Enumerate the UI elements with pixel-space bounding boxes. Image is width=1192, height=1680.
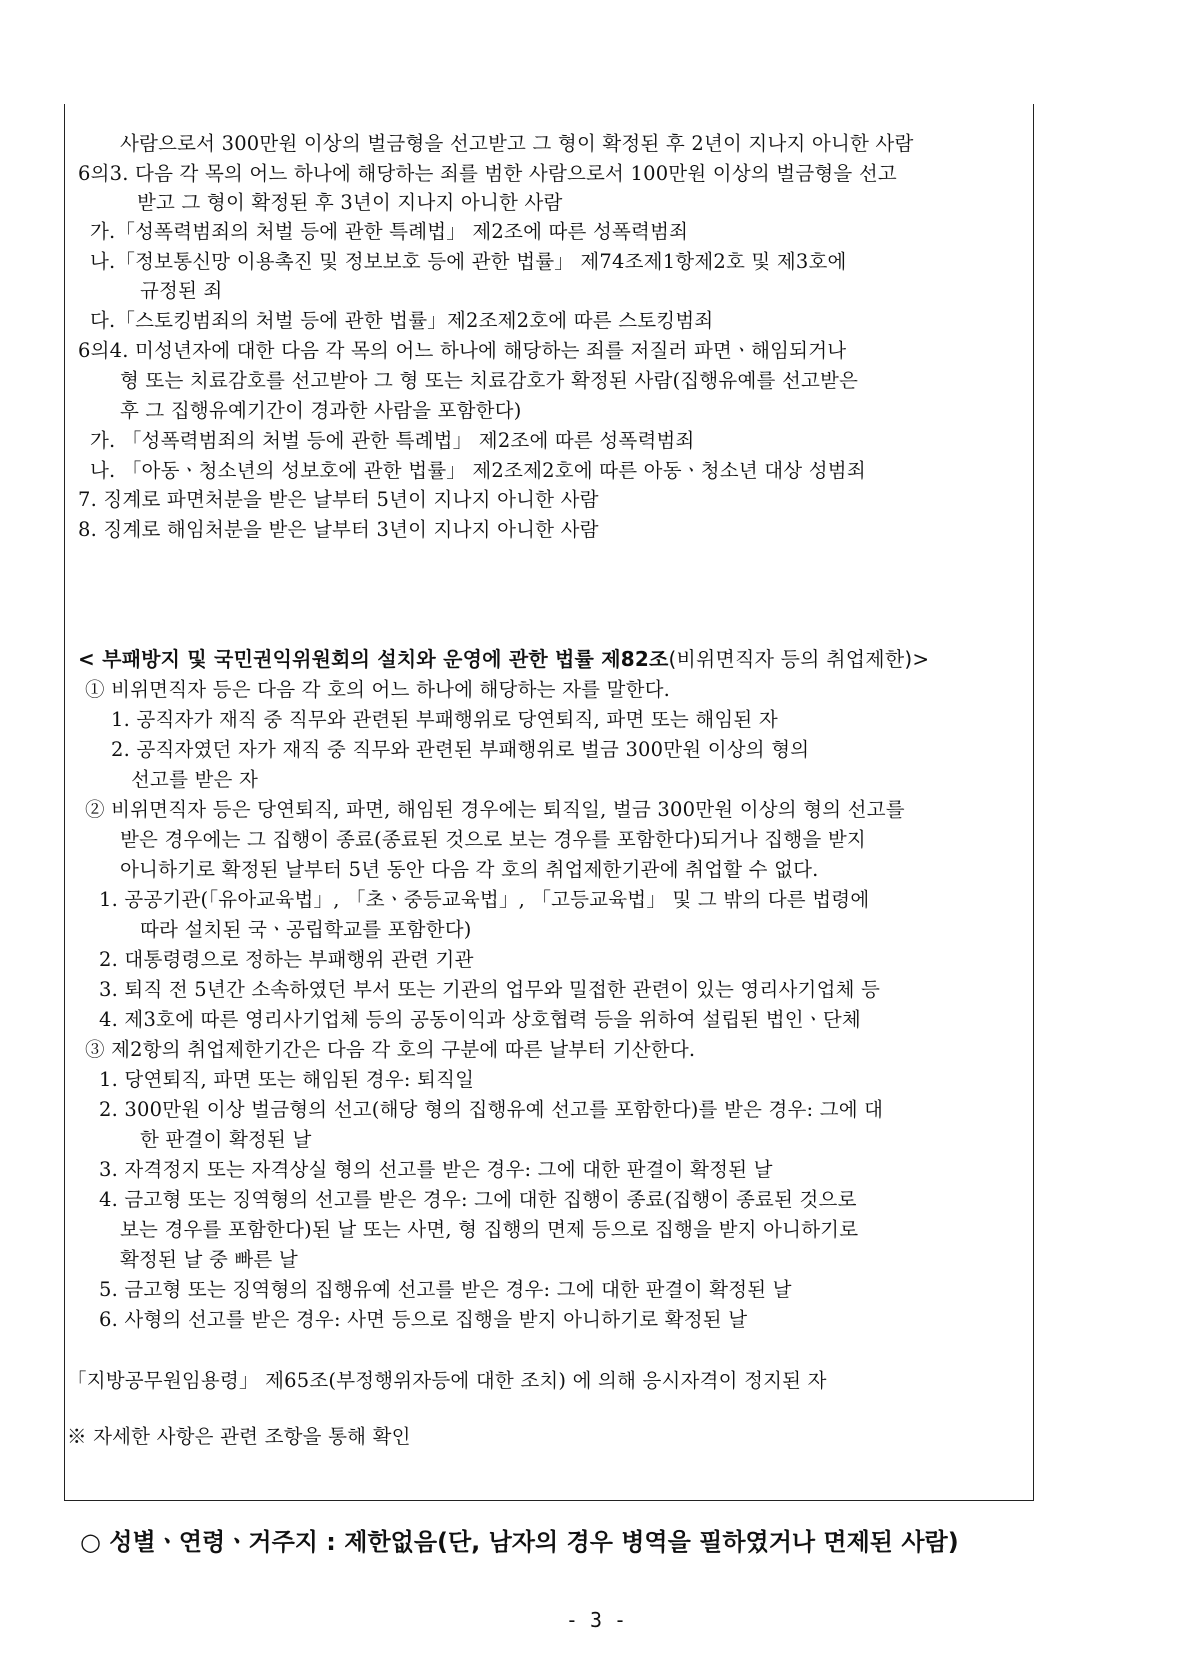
- section-line: 따라 설치된 국ㆍ공립학교를 포함한다): [140, 918, 472, 941]
- section-line: 2. 300만원 이상 벌금형의 선고(해당 형의 집행유예 선고를 포함한다)를 받은 경우: 그에 대: [99, 1098, 884, 1121]
- text-line: 6의4. 미성년자에 대한 다음 각 목의 어느 하나에 해당하는 죄를 저질러 파면ㆍ해임되거나: [78, 339, 847, 362]
- section-line: 6. 사형의 선고를 받은 경우: 사면 등으로 집행을 받지 아니하기로 확정된 날: [99, 1308, 748, 1331]
- decree-note: 「지방공무원임용령」 제65조(부정행위자등에 대한 조치) 에 의해 응시자격이 정지된 자: [67, 1369, 827, 1392]
- text-line: 가. 「성폭력범죄의 처벌 등에 관한 특례법」 제2조에 따른 성폭력범죄: [90, 429, 695, 452]
- eligibility-line: ○ 성별ㆍ연령ㆍ거주지 : 제한없음(단, 남자의 경우 병역을 필하였거나 면제된 사람): [80, 1528, 959, 1556]
- section-line: ③ 제2항의 취업제한기간은 다음 각 호의 구분에 따른 날부터 기산한다.: [85, 1038, 696, 1061]
- section-line: 4. 제3호에 따른 영리사기업체 등의 공동이익과 상호협력 등을 위하여 설립된 법인ㆍ단체: [99, 1008, 861, 1031]
- section-line: 보는 경우를 포함한다)된 날 또는 사면, 형 집행의 면제 등으로 집행을 받지 아니하기로: [120, 1218, 859, 1241]
- text-line: 후 그 집행유예기간이 경과한 사람을 포함한다): [120, 399, 522, 422]
- section-line: 아니하기로 확정된 날부터 5년 동안 다음 각 호의 취업제한기관에 취업할 수 없다.: [120, 858, 819, 881]
- text-line: 형 또는 치료감호를 선고받아 그 형 또는 치료감호가 확정된 사람(집행유예를 선고받은: [120, 369, 859, 392]
- section-line: 4. 금고형 또는 징역형의 선고를 받은 경우: 그에 대한 집행이 종료(집행이 종료된 것으로: [99, 1188, 857, 1211]
- text-line: 가.「성폭력범죄의 처벌 등에 관한 특례법」 제2조에 따른 성폭력범죄: [90, 220, 689, 243]
- section-heading-bold: < 부패방지 및 국민권익위원회의 설치와 운영에 관한 법률 제82조: [78, 647, 669, 671]
- section-line: 1. 당연퇴직, 파면 또는 해임된 경우: 퇴직일: [99, 1068, 475, 1091]
- text-line: 7. 징계로 파면처분을 받은 날부터 5년이 지나지 아니한 사람: [78, 488, 599, 511]
- page-number: - 3 -: [565, 1608, 627, 1632]
- text-line: 6의3. 다음 각 목의 어느 하나에 해당하는 죄를 범한 사람으로서 100만원 이상의 벌금형을 선고: [78, 162, 897, 185]
- section-heading: [78, 644, 929, 674]
- check-note: ※ 자세한 사항은 관련 조항을 통해 확인: [67, 1425, 411, 1448]
- text-line: 8. 징계로 해임처분을 받은 날부터 3년이 지나지 아니한 사람: [78, 518, 599, 541]
- text-line: 사람으로서 300만원 이상의 벌금형을 선고받고 그 형이 확정된 후 2년이 지나지 아니한 사람: [120, 132, 914, 155]
- section-line: 선고를 받은 자: [131, 768, 259, 791]
- section-line: 한 판결이 확정된 날: [140, 1128, 312, 1151]
- section-line: 받은 경우에는 그 집행이 종료(종료된 것으로 보는 경우를 포함한다)되거나 집행을 받지: [120, 828, 866, 851]
- content-box: [64, 104, 1034, 1501]
- section-line: 확정된 날 중 빠른 날: [120, 1248, 298, 1271]
- text-line: 규정된 죄: [140, 279, 223, 302]
- section-line: 1. 공직자가 재직 중 직무와 관련된 부패행위로 당연퇴직, 파면 또는 해임된 자: [111, 708, 778, 731]
- text-line: 나.「정보통신망 이용촉진 및 정보보호 등에 관한 법률」 제74조제1항제2호 및 제3호에: [90, 250, 847, 273]
- text-line: 나. 「아동ㆍ청소년의 성보호에 관한 법률」 제2조제2호에 따른 아동ㆍ청소년 대상 성범죄: [90, 459, 866, 482]
- section-line: 5. 금고형 또는 징역형의 집행유예 선고를 받은 경우: 그에 대한 판결이 확정된 날: [99, 1278, 792, 1301]
- section-line: 2. 대통령령으로 정하는 부패행위 관련 기관: [99, 948, 474, 971]
- text-line: 다.「스토킹범죄의 처벌 등에 관한 법률」제2조제2호에 따른 스토킹범죄: [90, 309, 714, 332]
- section-line: ① 비위면직자 등은 다음 각 호의 어느 하나에 해당하는 자를 말한다.: [85, 678, 671, 701]
- section-heading-normal: (비위면직자 등의 취업제한)>: [668, 647, 930, 671]
- section-line: 2. 공직자였던 자가 재직 중 직무와 관련된 부패행위로 벌금 300만원 이상의 형의: [111, 738, 810, 761]
- section-line: 3. 퇴직 전 5년간 소속하였던 부서 또는 기관의 업무와 밀접한 관련이 있는 영리사기업체 등: [99, 978, 881, 1001]
- section-line: ② 비위면직자 등은 당연퇴직, 파면, 해임된 경우에는 퇴직일, 벌금 300만원 이상의 형의 선고를: [85, 798, 905, 821]
- section-line: 1. 공공기관(「유아교육법」, 「초ㆍ중등교육법」, 「고등교육법」 및 그 밖의 다른 법령에: [99, 888, 870, 911]
- text-line: 받고 그 형이 확정된 후 3년이 지나지 아니한 사람: [137, 191, 563, 214]
- section-line: 3. 자격정지 또는 자격상실 형의 선고를 받은 경우: 그에 대한 판결이 확정된 날: [99, 1158, 773, 1181]
